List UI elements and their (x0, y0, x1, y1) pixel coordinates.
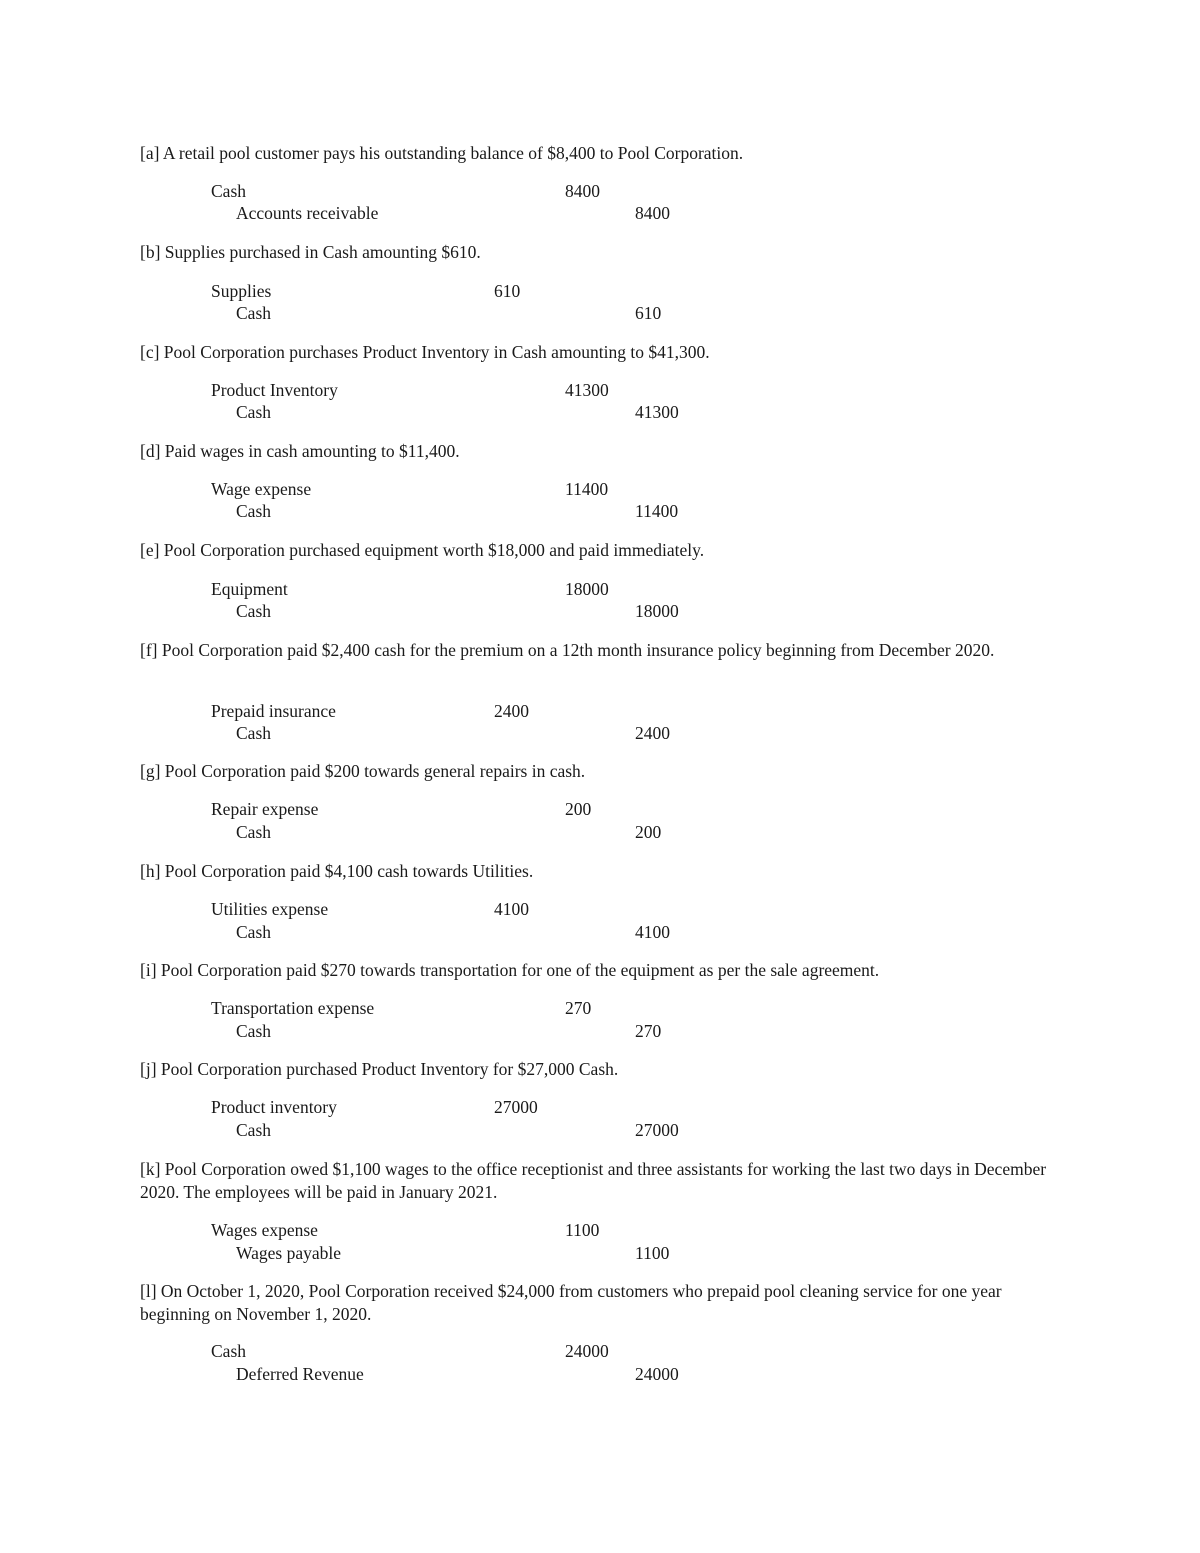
debit-account: Product Inventory (211, 380, 338, 400)
debit-line (0, 379, 1200, 401)
debit-line (0, 1096, 1200, 1118)
debit-account: Wage expense (211, 479, 312, 499)
credit-amount: 24000 (635, 1364, 679, 1384)
debit-line (0, 1340, 1200, 1362)
debit-amount: 2400 (494, 701, 529, 721)
debit-account: Prepaid insurance (211, 701, 336, 721)
transaction-description: [a] A retail pool customer pays his outstanding balance of $8,400 to Pool Corporation. (140, 143, 744, 163)
debit-account: Cash (211, 181, 246, 201)
credit-account: Cash (236, 501, 271, 521)
debit-amount: 200 (565, 799, 592, 819)
transaction-description: [l] On October 1, 2020, Pool Corporation received $24,000 from customers who prepaid pool cleaning service for one year beginning on November 1, 2020. (140, 1281, 1002, 1324)
transaction-description: [e] Pool Corporation purchased equipment worth $18,000 and paid immediately. (140, 540, 705, 560)
credit-amount: 1100 (635, 1243, 670, 1263)
debit-account: Wages expense (211, 1220, 318, 1240)
debit-amount: 8400 (565, 181, 600, 201)
debit-line (0, 578, 1200, 600)
debit-amount: 18000 (565, 579, 609, 599)
debit-amount: 610 (494, 281, 521, 301)
credit-amount: 2400 (635, 723, 670, 743)
transaction-description: [g] Pool Corporation paid $200 towards general repairs in cash. (140, 761, 586, 781)
credit-line (0, 1242, 1200, 1264)
credit-account: Cash (236, 922, 271, 942)
credit-amount: 610 (635, 303, 662, 323)
credit-line (0, 401, 1200, 423)
credit-account: Cash (236, 1021, 271, 1041)
debit-line (0, 1219, 1200, 1241)
debit-amount: 24000 (565, 1341, 609, 1361)
transaction-description: [k] Pool Corporation owed $1,100 wages to the office receptionist and three assistants for working the last two days in December 2020. The employees will be paid in January 2021. (140, 1159, 1047, 1202)
credit-account: Cash (236, 723, 271, 743)
credit-amount: 8400 (635, 203, 670, 223)
credit-account: Accounts receivable (236, 203, 379, 223)
transaction-description: [j] Pool Corporation purchased Product Inventory for $27,000 Cash. (140, 1059, 619, 1079)
credit-line (0, 722, 1200, 744)
debit-account: Utilities expense (211, 899, 329, 919)
credit-line (0, 202, 1200, 224)
credit-account: Wages payable (236, 1243, 341, 1263)
credit-amount: 18000 (635, 601, 679, 621)
debit-line (0, 180, 1200, 202)
debit-account: Cash (211, 1341, 246, 1361)
credit-line (0, 302, 1200, 324)
credit-amount: 270 (635, 1021, 662, 1041)
credit-line (0, 1363, 1200, 1385)
credit-amount: 4100 (635, 922, 670, 942)
debit-line (0, 280, 1200, 302)
debit-line (0, 700, 1200, 722)
transaction-description: [b] Supplies purchased in Cash amounting $610. (140, 242, 481, 262)
debit-line (0, 798, 1200, 820)
credit-account: Cash (236, 303, 271, 323)
debit-amount: 1100 (565, 1220, 600, 1240)
credit-amount: 11400 (635, 501, 679, 521)
transaction-description: [f] Pool Corporation paid $2,400 cash for the premium on a 12th month insurance policy beginning from December 2020. (140, 640, 995, 660)
credit-amount: 27000 (635, 1120, 679, 1140)
debit-amount: 4100 (494, 899, 529, 919)
credit-line (0, 1119, 1200, 1141)
credit-account: Cash (236, 822, 271, 842)
debit-amount: 11400 (565, 479, 609, 499)
debit-account: Repair expense (211, 799, 319, 819)
debit-line (0, 478, 1200, 500)
debit-account: Transportation expense (211, 998, 375, 1018)
credit-amount: 200 (635, 822, 662, 842)
debit-line (0, 898, 1200, 920)
credit-account: Cash (236, 601, 271, 621)
credit-amount: 41300 (635, 402, 679, 422)
credit-line (0, 821, 1200, 843)
debit-amount: 27000 (494, 1097, 538, 1117)
transaction-description: [d] Paid wages in cash amounting to $11,400. (140, 441, 460, 461)
debit-account: Supplies (211, 281, 272, 301)
credit-line (0, 1020, 1200, 1042)
debit-account: Product inventory (211, 1097, 337, 1117)
transaction-description: [c] Pool Corporation purchases Product Inventory in Cash amounting to $41,300. (140, 342, 710, 362)
debit-amount: 270 (565, 998, 592, 1018)
debit-account: Equipment (211, 579, 288, 599)
credit-line (0, 600, 1200, 622)
debit-line (0, 997, 1200, 1019)
credit-account: Cash (236, 1120, 271, 1140)
debit-amount: 41300 (565, 380, 609, 400)
transaction-description: [i] Pool Corporation paid $270 towards transportation for one of the equipment as per the sale agreement. (140, 960, 880, 980)
credit-line (0, 921, 1200, 943)
credit-account: Cash (236, 402, 271, 422)
credit-line (0, 500, 1200, 522)
transaction-description: [h] Pool Corporation paid $4,100 cash towards Utilities. (140, 861, 534, 881)
credit-account: Deferred Revenue (236, 1364, 364, 1384)
